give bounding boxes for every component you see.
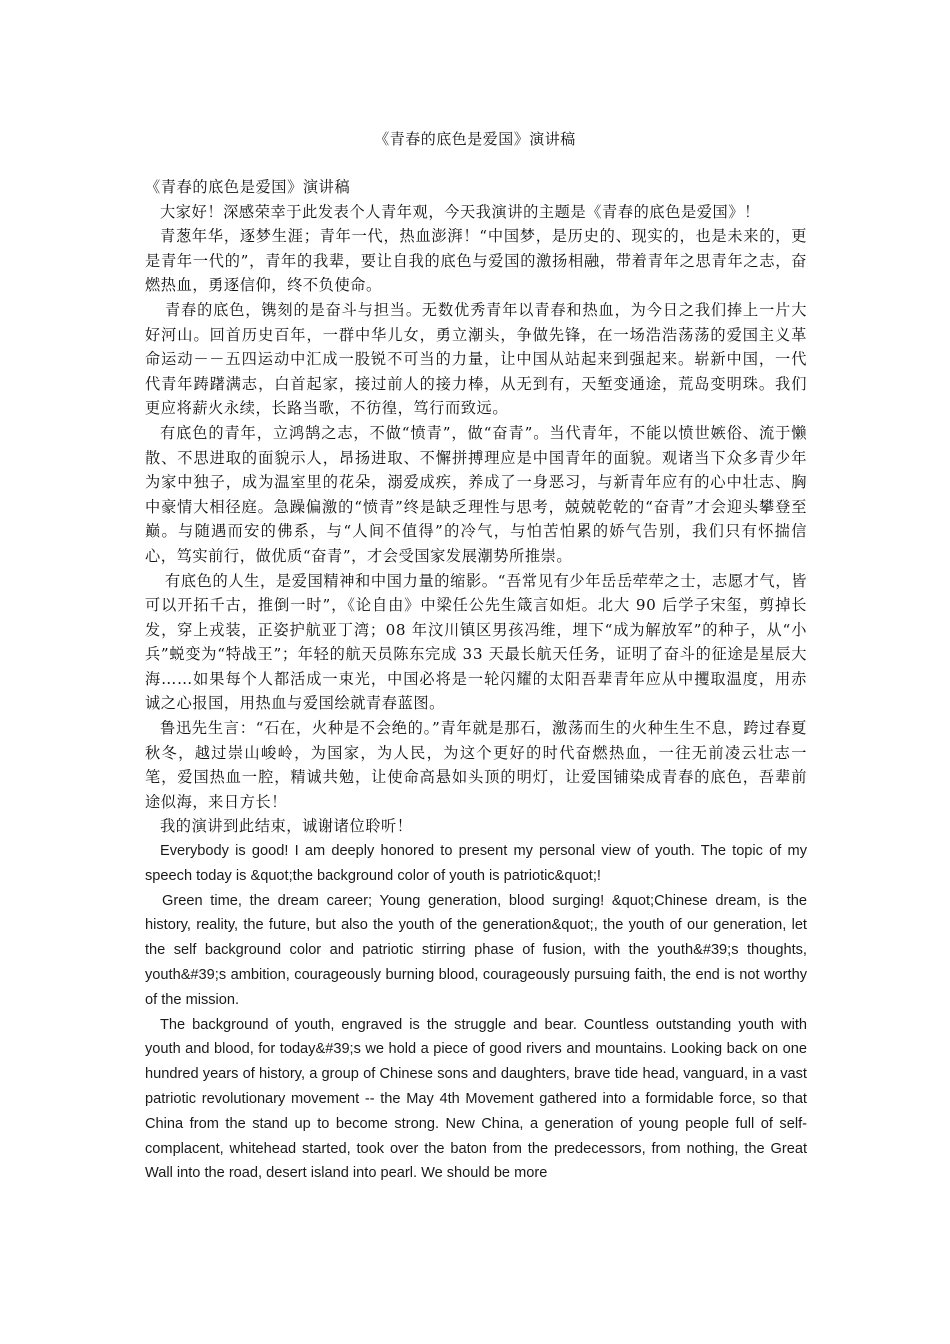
document-body	[145, 175, 807, 1186]
document-title: 《青春的底色是爱国》演讲稿	[374, 130, 576, 148]
paragraph: 有底色的青年，立鸿鹄之志，不做“愤青”，做“奋青”。当代青年，不能以愤世嫉俗、流于懒散、不思进取的面貌示人，昂扬进取、不懈拼搏理应是中国青年的面貌。观诸当下众多青少年为家中独子，成为温室里的花朵，溺爱成疾，养成了一身恶习，与新青年应有的心中壮志、胸中豪情大相径庭。急躁偏激的“愤青”终是缺乏理性与思考，兢兢乾乾的“奋青”才会迎头攀登至巅。与随遇而安的佛系，与“人间不值得”的冷气，与怕苦怕累的娇气告别，我们只有怀揣信心，笃实前行，做优质“奋青”，才会受国家发展潮势所推崇。	[145, 423, 807, 565]
paragraph: 青春的底色，镌刻的是奋斗与担当。无数优秀青年以青春和热血，为今日之我们捧上一片大好河山。回首历史百年，一群中华儿女，勇立潮头，争做先锋，在一场浩浩荡荡的爱国主义革命运动－－五四运动中汇成一股锐不可当的力量，让中国从站起来到强起来。崭新中国，一代代青年踌躇满志，白首起家，接过前人的接力棒，从无到有，天堑变通途，荒岛变明珠。我们更应将薪火永续，长路当歌，不彷徨，笃行而致远。	[145, 300, 807, 418]
paragraph-en: The background of youth, engraved is the struggle and bear. Countless outstanding youth with youth and blood, for today&#39;s we hold a piece of good rivers and mountains. Looking back on one hundred years of history, a group of Chinese sons and daughters, brave tide head, vanguard, in a vast patriotic revolutionary movement -- the May 4th Movement gathered into a formidable force, so that China from the stand up to become strong. New China, a generation of young people full of self-complacent, whitehead started, took over the baton from the predecessors, from nothing, the Great Wall into the road, desert island into pearl. We should be more	[145, 1016, 807, 1182]
paragraph-heading: 《青春的底色是爱国》演讲稿	[145, 178, 351, 196]
paragraph-en: Everybody is good! I am deeply honored to present my personal view of youth. The topic of my speech today is &quot;the background color of youth is patriotic&quot;!	[145, 843, 807, 884]
paragraph: 青葱年华，逐梦生涯；青年一代，热血澎湃！“中国梦，是历史的、现实的，也是未来的，更是青年一代的”，青年的我辈，要让自我的底色与爱国的激扬相融，带着青年之思青年之志，奋燃热血，勇逐信仰，终不负使命。	[145, 227, 807, 295]
paragraph: 有底色的人生，是爱国精神和中国力量的缩影。“吾常见有少年岳岳荦荦之士，志愿才气，皆可以开拓千古，推倒一时”，《论自由》中梁任公先生箴言如炬。北大 90 后学子宋玺，剪掉长发，穿上戎装，正姿护航亚丁湾；08 年汶川镇区男孩冯维，埋下“成为解放军”的种子，从“小兵”蜕变为“特战王”；年轻的航天员陈东完成 33 天最长航天任务，证明了奋斗的征途是星辰大海……如果每个人都活成一束光，中国必将是一轮闪耀的太阳吾辈青年应从中攫取温度，用赤诚之心报国，用热血与爱国绘就青春蓝图。	[145, 571, 807, 713]
paragraph-en: Green time, the dream career; Young generation, blood surging! &quot;Chinese dream, is the history, reality, the future, but also the youth of the generation&quot;, the youth of our generation, let the self background color and patriotic stirring phase of fusion, with the youth&#39;s thoughts, youth&#39;s ambition, courageously burning blood, courageously pursuing faith, the end is not worthy of the mission.	[145, 892, 807, 1008]
paragraph: 鲁迅先生言：“石在，火种是不会绝的。”青年就是那石，激荡而生的火种生生不息，跨过春夏秋冬，越过崇山峻岭，为国家，为人民，为这个更好的时代奋燃热血，一往无前凌云壮志一笔，爱国热血一腔，精诚共勉，让使命高悬如头顶的明灯，让爱国铺染成青春的底色，吾辈前途似海，来日方长！	[145, 719, 807, 811]
paragraph-greeting: 大家好！深感荣幸于此发表个人青年观，今天我演讲的主题是《青春的底色是爱国》！	[160, 202, 760, 221]
paragraph-closing: 我的演讲到此结束，诚谢诸位聆听！	[160, 817, 413, 836]
english-translation	[145, 839, 807, 1186]
